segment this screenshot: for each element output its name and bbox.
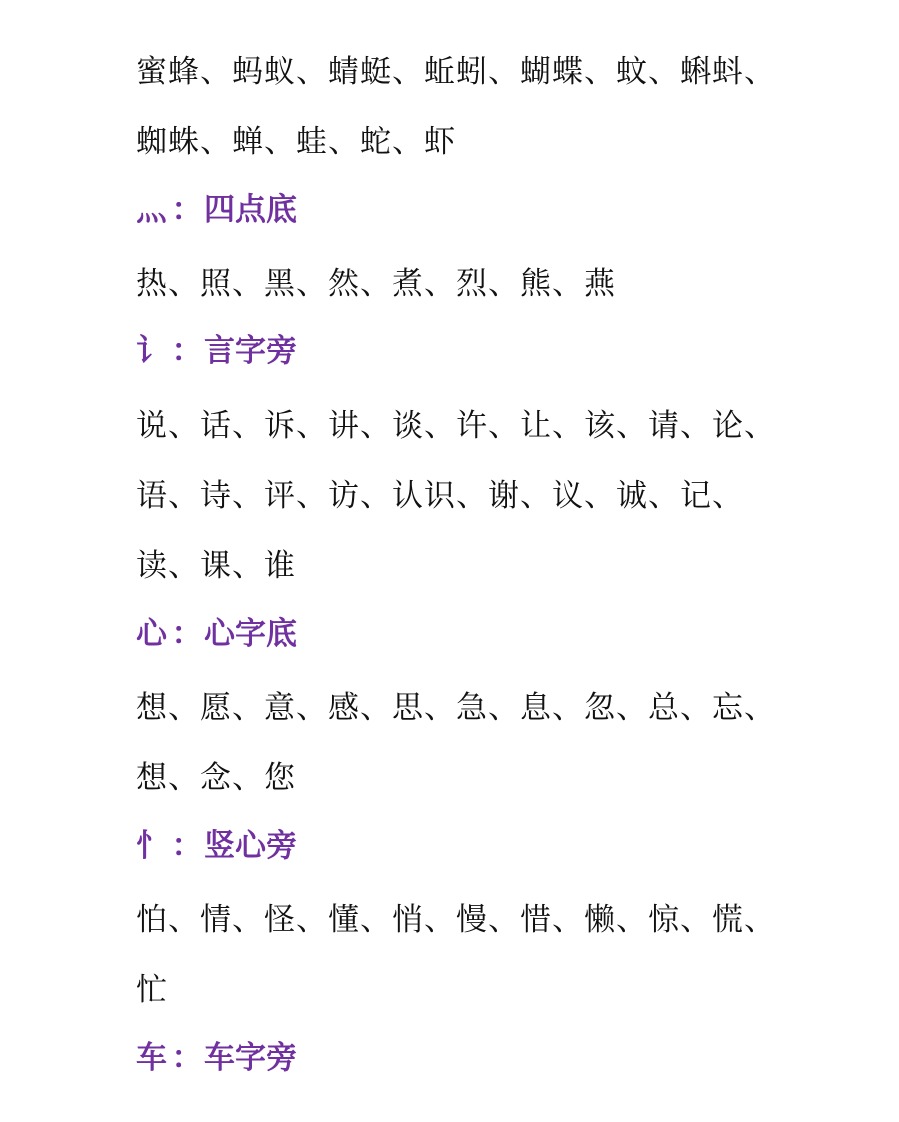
section-heading-chezipang — [136, 1038, 297, 1078]
section-heading-sidiandi — [136, 190, 297, 230]
section-name: 四点底 — [204, 192, 297, 228]
text-line: 说、话、诉、讲、谈、许、让、该、请、论、 — [136, 408, 776, 444]
text-line: 怕、情、怪、懂、悄、慢、惜、懒、惊、慌、 — [136, 902, 776, 938]
radical-glyph: 忄 — [136, 828, 167, 864]
text-line: 想、愿、意、感、思、急、息、忽、总、忘、 — [136, 690, 776, 726]
section-name: 言字旁 — [204, 333, 297, 369]
heading-separator: ： — [171, 333, 203, 369]
text-line: 想、念、您 — [136, 760, 296, 796]
section-heading-xinzidi — [136, 614, 297, 654]
radical-glyph: 心 — [136, 616, 167, 652]
section-heading-shuxinpang — [136, 826, 297, 866]
text-line: 语、诗、评、访、认识、谢、议、诚、记、 — [136, 478, 744, 514]
radical-glyph: 灬 — [136, 192, 167, 228]
text-line: 热、照、黑、然、煮、烈、熊、燕 — [136, 266, 616, 302]
heading-separator: ： — [171, 192, 203, 228]
section-name: 竖心旁 — [204, 828, 297, 864]
text-line: 蜜蜂、蚂蚁、蜻蜓、蚯蚓、蝴蝶、蚊、蝌蚪、 — [136, 54, 776, 90]
section-heading-yanzipang — [136, 331, 297, 371]
heading-separator: ： — [171, 1040, 203, 1076]
text-line: 读、课、谁 — [136, 548, 296, 584]
section-name: 心字底 — [204, 616, 297, 652]
radical-glyph: 车 — [136, 1040, 167, 1076]
heading-separator: ： — [171, 828, 203, 864]
text-line: 忙 — [136, 972, 168, 1008]
text-line: 蜘蛛、蝉、蛙、蛇、虾 — [136, 124, 456, 160]
section-name: 车字旁 — [204, 1040, 297, 1076]
radical-glyph: 讠 — [136, 333, 167, 369]
heading-separator: ： — [171, 616, 203, 652]
